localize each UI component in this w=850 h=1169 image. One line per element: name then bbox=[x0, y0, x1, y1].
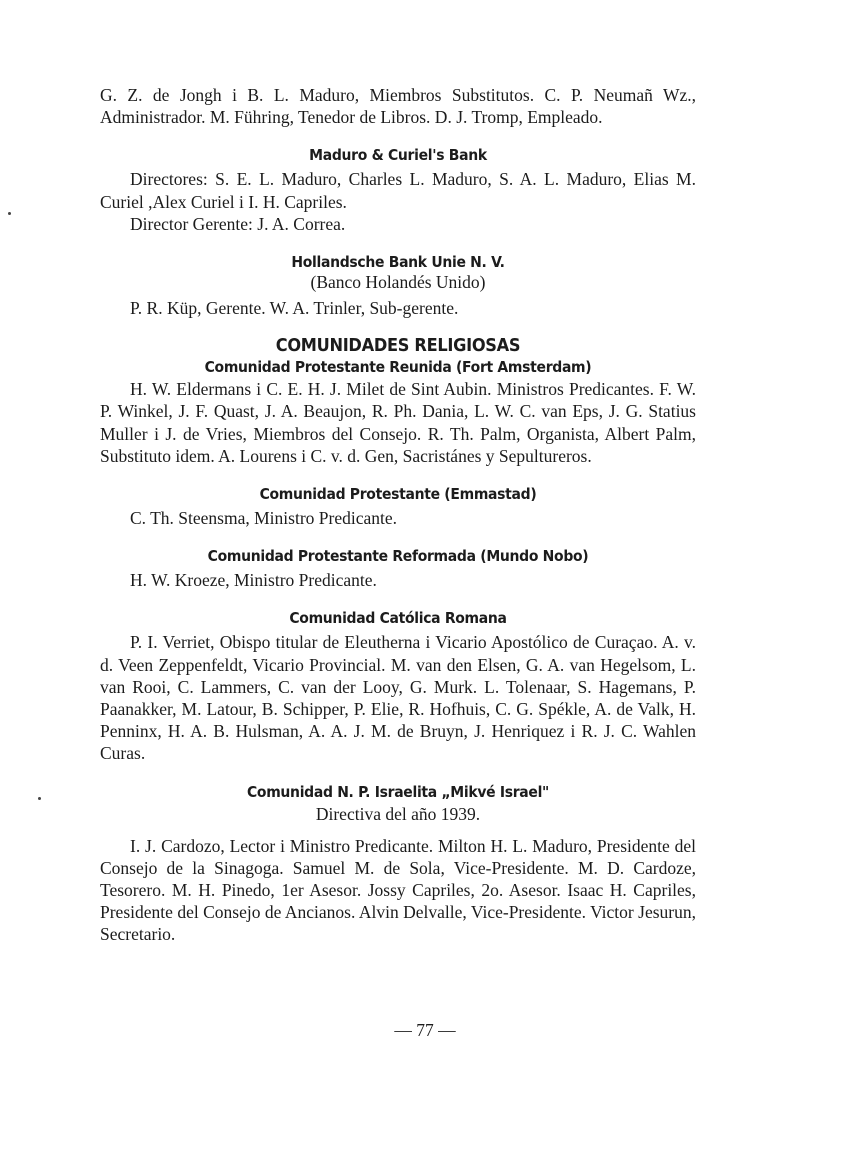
reformada-body: H. W. Kroeze, Ministro Predicante. bbox=[130, 570, 377, 591]
text-column bbox=[100, 84, 696, 946]
israelita-body: I. J. Cardozo, Lector i Ministro Predicante. Milton H. L. Maduro, Presidente del Consejo de la Sinagoga. Samuel M. de Sola, Vice-Presidente. M. D. Cardoze, Tesorero. M. H. Pinedo, 1er Asesor. Jossy Capriles, 2o. Asesor. Isaac H. Capriles, Presidente del Consejo de Ancianos. Alvin Delvalle, Vice-Presidente. Victor Jesurun, Secretario. bbox=[100, 835, 696, 945]
maduro-curiel-directores: Directores: S. E. L. Maduro, Charles L. Maduro, S. A. L. Maduro, Elias M. Curiel ,Alex Curiel i I. H. Capriles. bbox=[100, 169, 696, 212]
reunida-heading: Comunidad Protestante Reunida (Fort Amsterdam) bbox=[204, 358, 592, 377]
maduro-curiel-heading: Maduro & Curiel's Bank bbox=[309, 146, 487, 165]
catolica-body: P. I. Verriet, Obispo titular de Eleutherna i Vicario Apostólico de Curaçao. A. v. d. Veen Zeppenfeldt, Vicario Provincial. M. van den Elsen, G. A. van Hegelsom, L. van Rooi, C. Lammers, C. van der Looy, G. Murk. L. Tolenaar, S. Hagemans, P. Paanakker, M. Latour, B. Schipper, P. Elie, R. Hofhuis, C. G. Spékle, A. de Valk, H. Penninx, H. A. B. Hulsman, A. A. J. M. de Bruyn, J. Henriquez i R. J. C. Wahlen Curas. bbox=[100, 632, 696, 764]
emmastad-body: C. Th. Steensma, Ministro Predicante. bbox=[130, 508, 398, 529]
comunidades-heading: COMUNIDADES RELIGIOSAS bbox=[275, 335, 521, 357]
speck bbox=[8, 212, 11, 215]
page-number: — 77 — bbox=[394, 1020, 456, 1040]
hollandsche-subtitle: (Banco Holandés Unido) bbox=[310, 272, 486, 293]
hollandsche-body: P. R. Küp, Gerente. W. A. Trinler, Sub-gerente. bbox=[130, 298, 459, 319]
reunida-body: H. W. Eldermans i C. E. H. J. Milet de Sint Aubin. Ministros Predicantes. F. W. P. Winkel, J. F. Quast, J. A. Beaujon, R. Ph. Dania, L. W. C. van Eps, J. G. Statius Muller i J. de Vries, Miembros del Consejo. R. Th. Palm, Organista, Albert Palm, Substituto idem. A. Lourens i C. v. d. Gen, Sacristánes y Sepultureros. bbox=[100, 379, 696, 466]
israelita-heading: Comunidad N. P. Israelita „Mikvé Israel" bbox=[246, 782, 550, 801]
reformada-heading: Comunidad Protestante Reformada (Mundo Nobo) bbox=[207, 547, 589, 566]
emmastad-heading: Comunidad Protestante (Emmastad) bbox=[259, 485, 537, 504]
hollandsche-heading: Hollandsche Bank Unie N. V. bbox=[291, 253, 505, 272]
israelita-subtitle: Directiva del año 1939. bbox=[315, 803, 481, 824]
intro-paragraph: G. Z. de Jongh i B. L. Maduro, Miembros Substitutos. C. P. Neumañ Wz., Administrador. M. Führing, Tenedor de Libros. D. J. Tromp, Empleado. bbox=[100, 85, 696, 128]
speck bbox=[38, 797, 41, 800]
maduro-curiel-gerente: Director Gerente: J. A. Correa. bbox=[130, 213, 346, 234]
catolica-heading: Comunidad Católica Romana bbox=[289, 609, 507, 628]
